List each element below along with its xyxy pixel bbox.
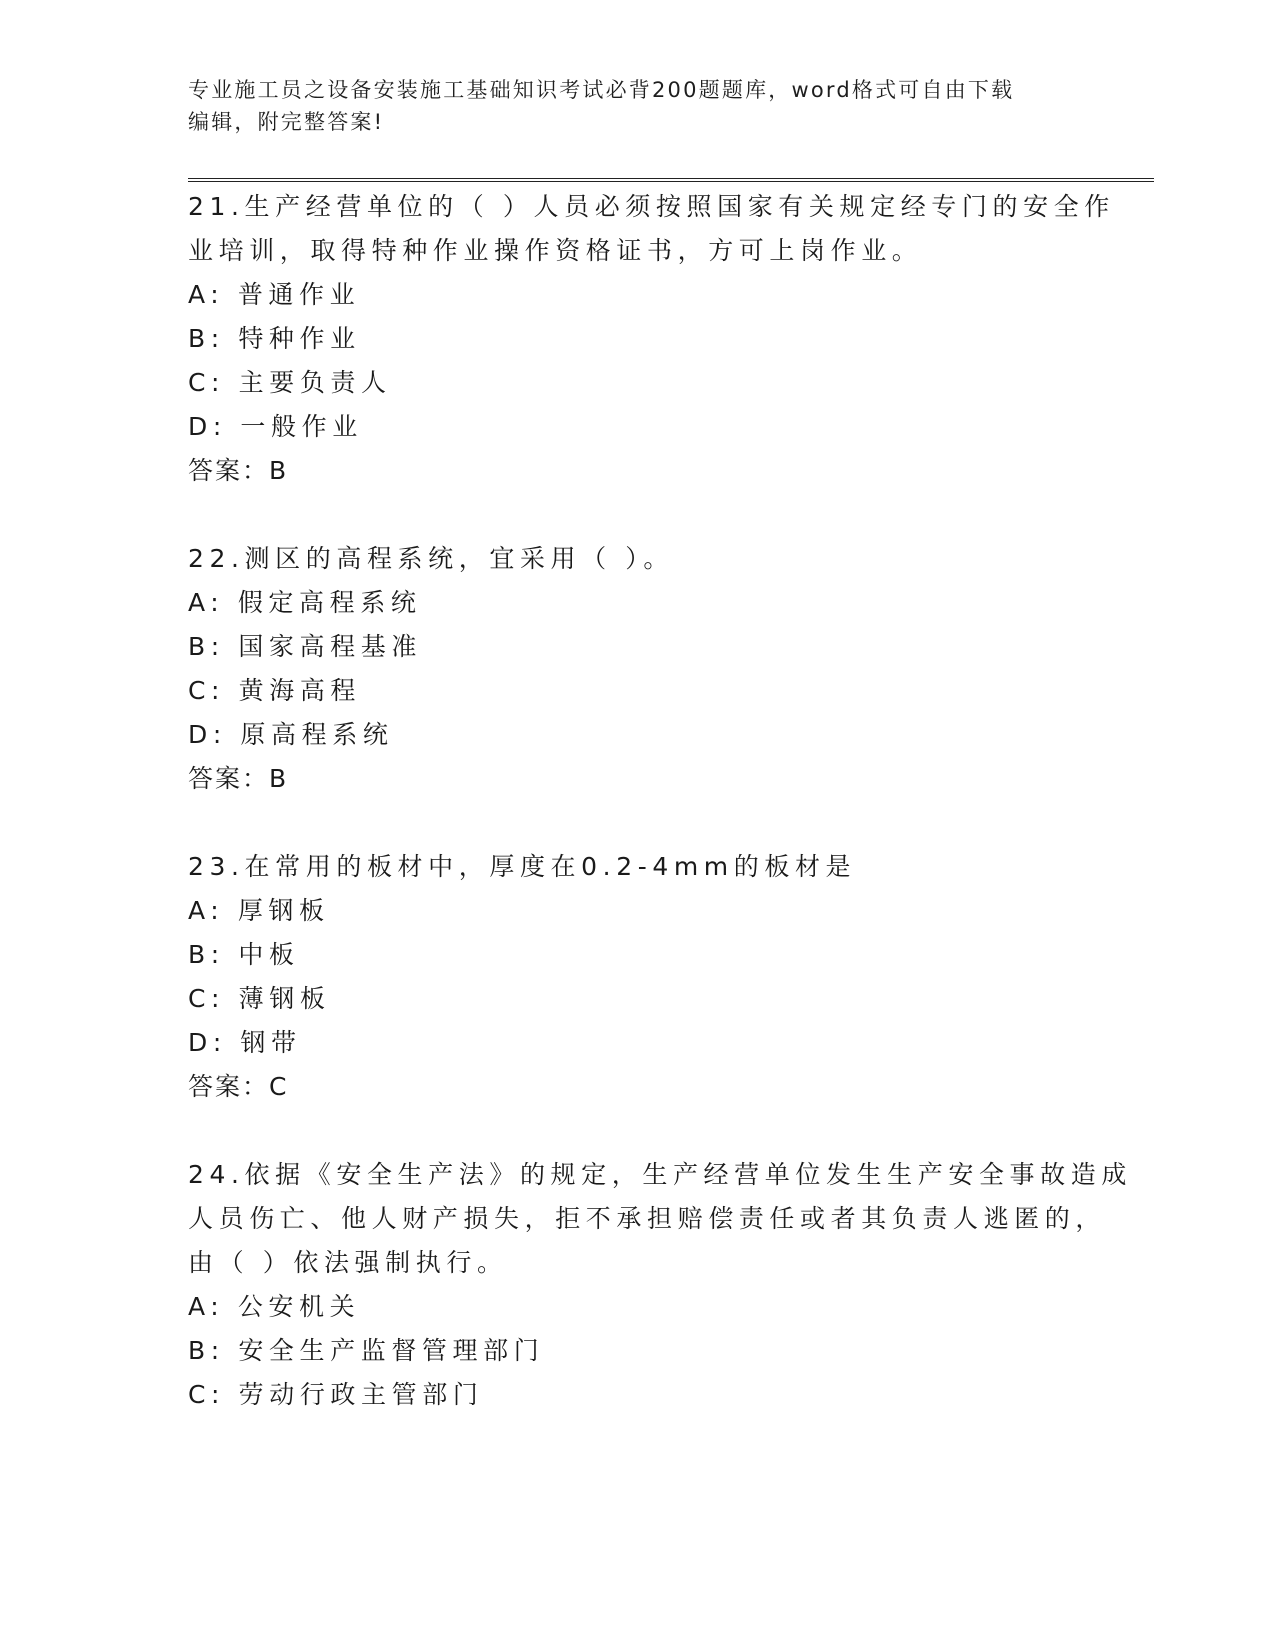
option-c: C: 主要负责人 xyxy=(188,368,392,397)
question-stem-line: 23.在常用的板材中，厚度在0.2-4mm的板材是 xyxy=(188,852,857,881)
option-a: A: 普通作业 xyxy=(188,280,361,309)
option-d: D: 一般作业 xyxy=(188,412,363,441)
option-d: D: 原高程系统 xyxy=(188,720,394,749)
option-a: A: 假定高程系统 xyxy=(188,588,422,617)
question-stem-line: 由（ ）依法强制执行。 xyxy=(188,1248,508,1277)
answer-label: 答案：B xyxy=(188,764,289,793)
option-b: B: 中板 xyxy=(188,940,300,969)
answer-label: 答案：B xyxy=(188,456,289,485)
question-stem-line: 22.测区的高程系统，宜采用（ ）。 xyxy=(188,544,675,573)
question-stem-line: 24.依据《安全生产法》的规定，生产经营单位发生生产安全事故造成 xyxy=(188,1160,1132,1189)
question-stem-line: 人员伤亡、他人财产损失，拒不承担赔偿责任或者其负责人逃匿的， xyxy=(188,1204,1107,1233)
option-b: B: 安全生产监督管理部门 xyxy=(188,1336,545,1365)
option-c: C: 黄海高程 xyxy=(188,676,362,705)
option-a: A: 公安机关 xyxy=(188,1292,361,1321)
header-divider xyxy=(188,178,1154,182)
answer-label: 答案：C xyxy=(188,1072,289,1101)
option-d: D: 钢带 xyxy=(188,1028,302,1057)
question-stem-line: 21.生产经营单位的（ ）人员必须按照国家有关规定经专门的安全作 xyxy=(188,192,1115,221)
option-c: C: 薄钢板 xyxy=(188,984,331,1013)
page-header xyxy=(188,74,1068,138)
question-stem-line: 业培训，取得特种作业操作资格证书，方可上岗作业。 xyxy=(188,236,923,265)
header-title-line-2: 编辑，附完整答案! xyxy=(188,110,385,134)
option-b: B: 特种作业 xyxy=(188,324,361,353)
option-b: B: 国家高程基准 xyxy=(188,632,422,661)
option-c: C: 劳动行政主管部门 xyxy=(188,1380,484,1409)
header-title-line-1: 专业施工员之设备安装施工基础知识考试必背200题题库，word格式可自由下载 xyxy=(188,78,1015,102)
option-a: A: 厚钢板 xyxy=(188,896,330,925)
